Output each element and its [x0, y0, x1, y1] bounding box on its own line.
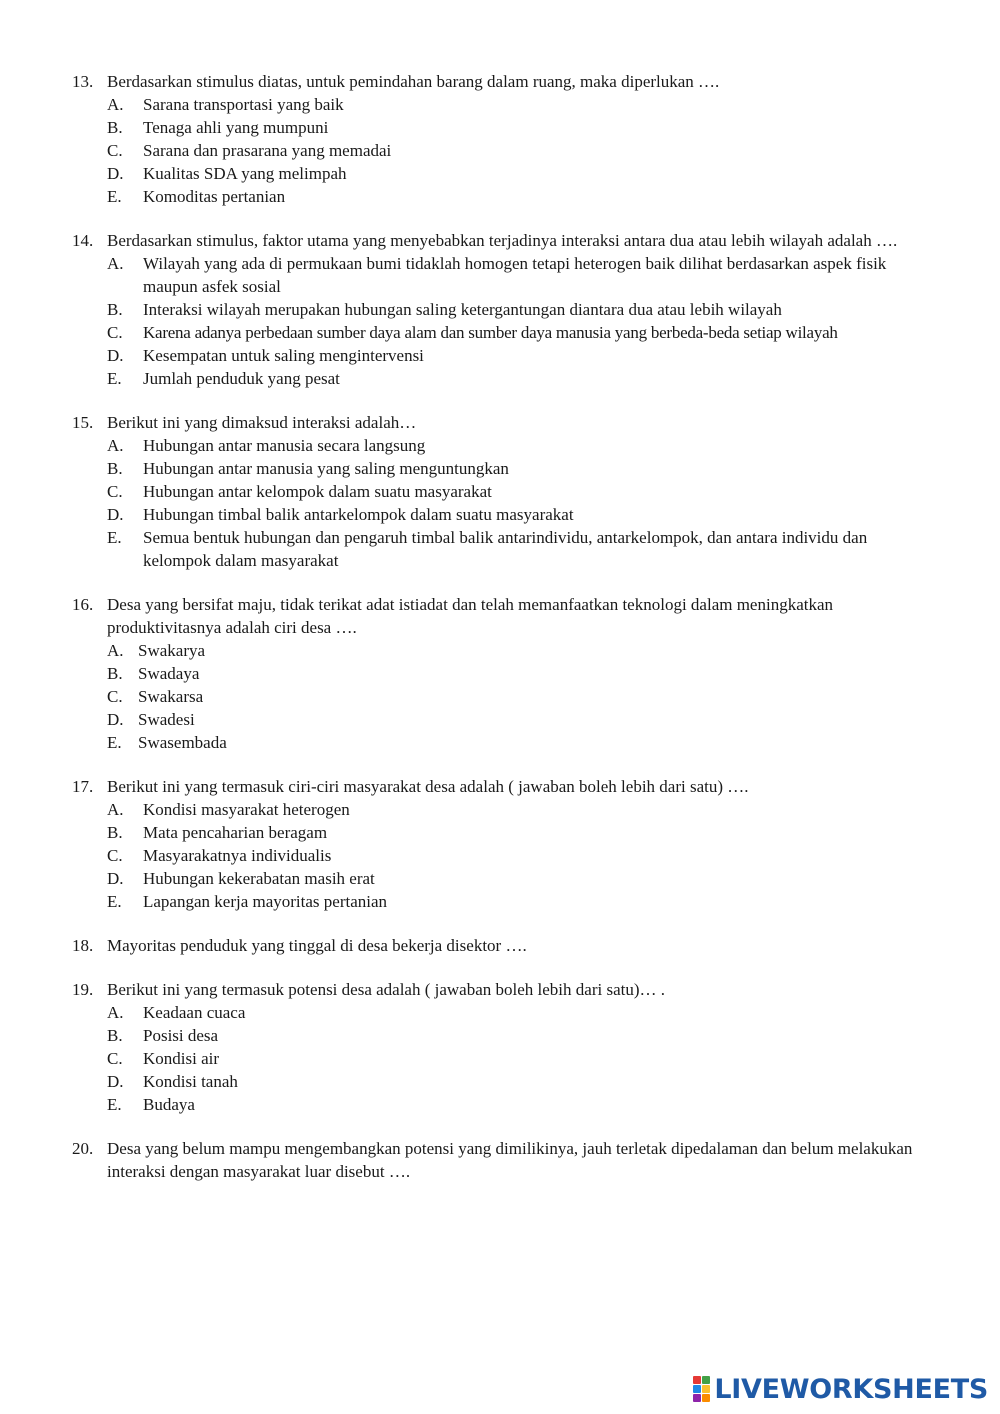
option-text: Kondisi tanah	[143, 1072, 238, 1091]
option-text: Kondisi masyarakat heterogen	[143, 800, 350, 819]
option-text: Lapangan kerja mayoritas pertanian	[143, 892, 388, 911]
question-number: 19.	[72, 980, 94, 999]
question-number: 20.	[72, 1139, 94, 1158]
option-letter: A.	[107, 641, 124, 660]
option-text: Wilayah yang ada di permukaan bumi tidaklah homogen tetapi heterogen baik dilihat berdasarkan aspek fisik maupun asfek sosial	[143, 254, 887, 296]
question-13	[0, 70, 1000, 208]
question-19	[0, 978, 1000, 1116]
option-letter: E.	[107, 892, 122, 911]
logo-text: LIVEWORKSHEETS	[714, 1373, 988, 1405]
question-14	[0, 229, 1000, 390]
answer-option-e[interactable]	[0, 185, 1000, 208]
question-text: Berikut ini yang termasuk potensi desa adalah ( jawaban boleh lebih dari satu)… .	[107, 980, 666, 999]
answer-option-b[interactable]	[0, 298, 1000, 321]
question-18	[0, 934, 1000, 957]
answer-option-c[interactable]	[0, 480, 1000, 503]
answer-option-e[interactable]	[0, 890, 1000, 913]
option-text: Hubungan antar kelompok dalam suatu masyarakat	[143, 482, 492, 501]
option-text: Swakarya	[138, 641, 206, 660]
option-letter: B.	[107, 459, 123, 478]
option-letter: A.	[107, 436, 124, 455]
option-letter: E.	[107, 369, 122, 388]
option-letter: D.	[107, 346, 124, 365]
option-text: Kesempatan untuk saling mengintervensi	[143, 346, 424, 365]
answer-option-d[interactable]	[0, 867, 1000, 890]
answer-option-c[interactable]	[0, 685, 1000, 708]
option-letter: B.	[107, 118, 123, 137]
option-text: Sarana dan prasarana yang memadai	[143, 141, 392, 160]
question-17	[0, 775, 1000, 913]
answer-option-d[interactable]	[0, 503, 1000, 526]
option-letter: C.	[107, 1049, 123, 1068]
answer-option-b[interactable]	[0, 821, 1000, 844]
option-letter: B.	[107, 300, 123, 319]
question-stem	[0, 934, 1000, 957]
option-letter: B.	[107, 664, 123, 683]
question-text: Berikut ini yang dimaksud interaksi adalah…	[107, 413, 417, 432]
option-text: Hubungan antar manusia yang saling menguntungkan	[143, 459, 509, 478]
answer-option-b[interactable]	[0, 116, 1000, 139]
option-letter: D.	[107, 164, 124, 183]
option-letter: C.	[107, 141, 123, 160]
answer-option-a[interactable]	[0, 252, 1000, 298]
logo-tile	[702, 1385, 710, 1393]
option-letter: E.	[107, 1095, 122, 1114]
option-letter: C.	[107, 687, 123, 706]
answer-option-a[interactable]	[0, 1001, 1000, 1024]
liveworksheets-logo-icon	[693, 1376, 710, 1402]
option-letter: A.	[107, 1003, 124, 1022]
answer-option-c[interactable]	[0, 139, 1000, 162]
answer-option-b[interactable]	[0, 662, 1000, 685]
logo-tile	[693, 1385, 701, 1393]
answer-option-d[interactable]	[0, 162, 1000, 185]
logo-tile	[693, 1376, 701, 1384]
option-letter: D.	[107, 869, 124, 888]
question-text: Desa yang belum mampu mengembangkan potensi yang dimilikinya, jauh terletak dipedalaman dan belum melakukan interaksi dengan masyarakat luar disebut ….	[107, 1139, 913, 1181]
option-letter: C.	[107, 323, 123, 342]
option-letter: B.	[107, 1026, 123, 1045]
option-text: Interaksi wilayah merupakan hubungan saling ketergantungan diantara dua atau lebih wilayah	[143, 300, 782, 319]
option-letter: D.	[107, 1072, 124, 1091]
option-text: Kondisi air	[143, 1049, 220, 1068]
option-letter: E.	[107, 733, 122, 752]
question-15	[0, 411, 1000, 572]
option-letter: B.	[107, 823, 123, 842]
option-text: Sarana transportasi yang baik	[143, 95, 344, 114]
option-text: Swakarsa	[138, 687, 204, 706]
option-text: Posisi desa	[143, 1026, 219, 1045]
question-number: 15.	[72, 413, 94, 432]
answer-option-e[interactable]	[0, 526, 1000, 572]
option-letter: A.	[107, 254, 124, 273]
option-letter: D.	[107, 505, 124, 524]
answer-option-a[interactable]	[0, 93, 1000, 116]
question-text: Berikut ini yang termasuk ciri-ciri masyarakat desa adalah ( jawaban boleh lebih dari satu) ….	[107, 777, 749, 796]
question-stem	[0, 593, 1000, 639]
question-number: 17.	[72, 777, 94, 796]
option-letter: A.	[107, 800, 124, 819]
logo-tile	[693, 1394, 701, 1402]
option-text: Semua bentuk hubungan dan pengaruh timbal balik antarindividu, antarkelompok, dan antara individu dan kelompok dalam masyarakat	[143, 528, 868, 570]
option-text: Jumlah penduduk yang pesat	[143, 369, 340, 388]
answer-option-a[interactable]	[0, 639, 1000, 662]
answer-option-b[interactable]	[0, 457, 1000, 480]
question-number: 18.	[72, 936, 94, 955]
question-number: 13.	[72, 72, 94, 91]
liveworksheets-logo	[693, 1374, 988, 1404]
answer-option-c[interactable]	[0, 1047, 1000, 1070]
question-text: Mayoritas penduduk yang tinggal di desa bekerja disektor ….	[107, 936, 527, 955]
question-number: 16.	[72, 595, 94, 614]
option-letter: E.	[107, 187, 122, 206]
option-text: Hubungan kekerabatan masih erat	[143, 869, 375, 888]
answer-option-c[interactable]	[0, 321, 1000, 344]
answer-option-c[interactable]	[0, 844, 1000, 867]
option-text: Masyarakatnya individualis	[143, 846, 332, 865]
option-letter: D.	[107, 710, 124, 729]
option-text: Mata pencaharian beragam	[143, 823, 328, 842]
logo-tile	[702, 1394, 710, 1402]
question-stem	[0, 978, 1000, 1001]
option-text: Hubungan antar manusia secara langsung	[143, 436, 426, 455]
question-stem	[0, 775, 1000, 798]
answer-option-d[interactable]	[0, 344, 1000, 367]
question-20	[0, 1137, 1000, 1183]
option-text: Karena adanya perbedaan sumber daya alam dan sumber daya manusia yang berbeda-beda setiap wilayah	[143, 323, 838, 342]
question-stem	[0, 411, 1000, 434]
answer-option-a[interactable]	[0, 798, 1000, 821]
option-text: Hubungan timbal balik antarkelompok dalam suatu masyarakat	[143, 505, 574, 524]
question-text: Berdasarkan stimulus diatas, untuk pemindahan barang dalam ruang, maka diperlukan ….	[107, 72, 720, 91]
question-text: Berdasarkan stimulus, faktor utama yang menyebabkan terjadinya interaksi antara dua atau lebih wilayah adalah ….	[107, 231, 898, 250]
option-text: Keadaan cuaca	[143, 1003, 246, 1022]
option-text: Swadaya	[138, 664, 200, 683]
option-text: Swadesi	[138, 710, 195, 729]
option-text: Budaya	[143, 1095, 195, 1114]
option-letter: E.	[107, 528, 122, 547]
answer-option-d[interactable]	[0, 708, 1000, 731]
option-text: Komoditas pertanian	[143, 187, 286, 206]
answer-option-a[interactable]	[0, 434, 1000, 457]
question-text: Desa yang bersifat maju, tidak terikat adat istiadat dan telah memanfaatkan teknologi dalam meningkatkan produktivitasnya adalah ciri desa ….	[107, 595, 834, 637]
worksheet-page	[0, 70, 1000, 1204]
answer-option-e[interactable]	[0, 367, 1000, 390]
answer-option-b[interactable]	[0, 1024, 1000, 1047]
option-text: Tenaga ahli yang mumpuni	[143, 118, 329, 137]
question-stem	[0, 70, 1000, 93]
option-letter: C.	[107, 482, 123, 501]
option-letter: A.	[107, 95, 124, 114]
answer-option-e[interactable]	[0, 731, 1000, 754]
option-letter: C.	[107, 846, 123, 865]
question-stem	[0, 229, 1000, 252]
question-number: 14.	[72, 231, 94, 250]
logo-tile	[702, 1376, 710, 1384]
answer-option-d[interactable]	[0, 1070, 1000, 1093]
question-stem	[0, 1137, 1000, 1183]
option-text: Kualitas SDA yang melimpah	[143, 164, 347, 183]
answer-option-e[interactable]	[0, 1093, 1000, 1116]
question-16	[0, 593, 1000, 754]
option-text: Swasembada	[138, 733, 227, 752]
